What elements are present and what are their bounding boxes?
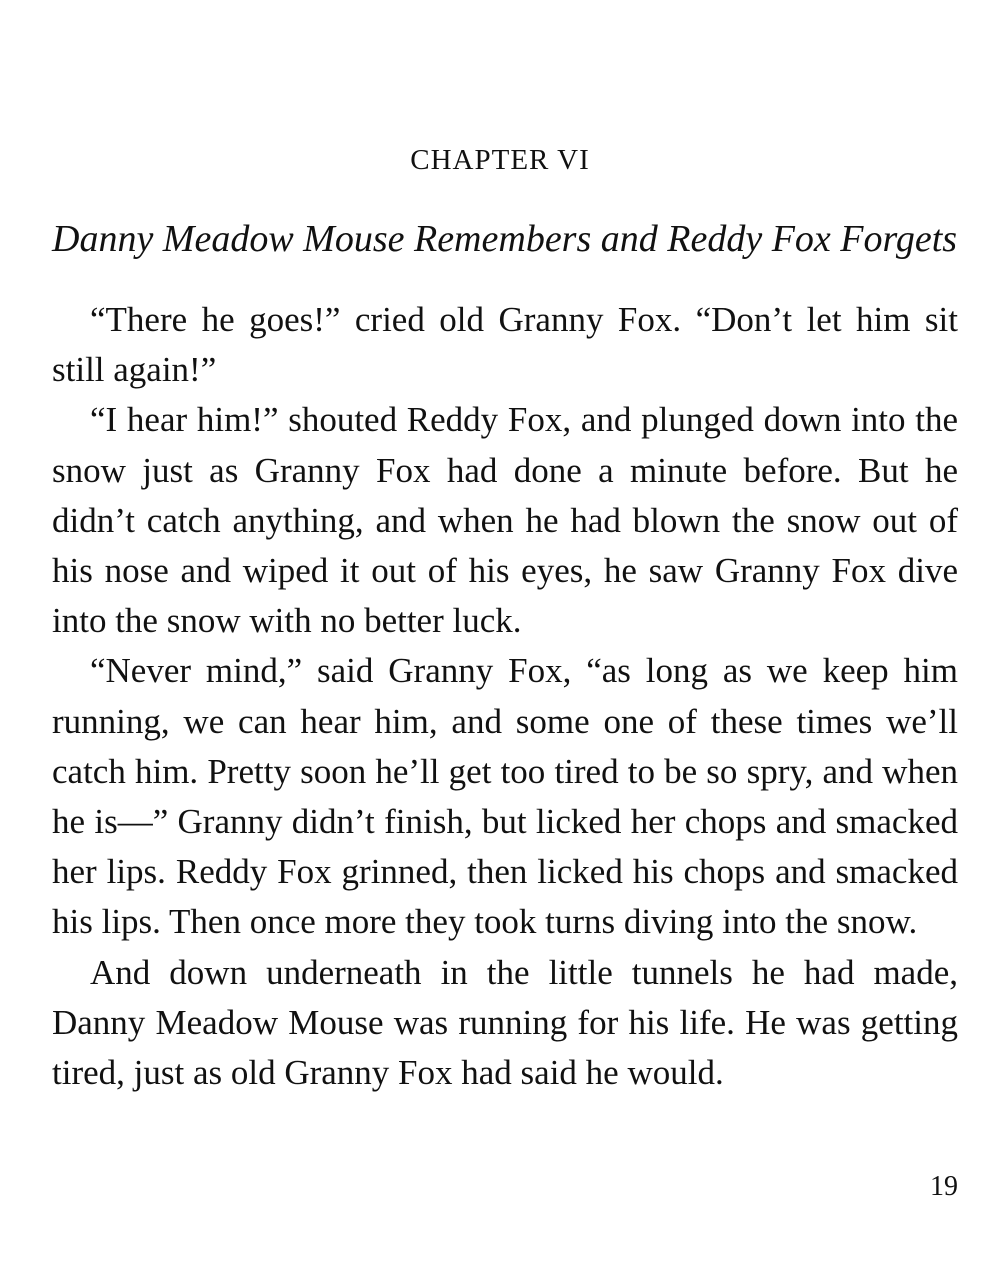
paragraph: “I hear him!” shouted Reddy Fox, and plunged down into the snow just as Granny Fox had done a minute before. But he didn’t catch anything, and when he had blown the snow out of his nose and wiped it out of his eyes, he saw Granny Fox dive into the snow with no better luck. xyxy=(52,400,958,641)
chapter-heading: CHAPTER VI xyxy=(410,144,590,176)
paragraph: “There he goes!” cried old Granny Fox. “Don’t let him sit still again!” xyxy=(52,300,958,390)
paragraph: “Never mind,” said Granny Fox, “as long as we keep him running, we can hear him, and some one of these times we’ll catch him. Pretty soon he’ll get too tired to be so spry, and when he is—” Granny didn’t finish, but licked her chops and smacked her lips. Reddy Fox grinned, then licked his chops and smacked his lips. Then once more they took turns diving into the snow. xyxy=(52,651,958,942)
paragraph: And down underneath in the little tunnels he had made, Danny Meadow Mouse was running for his life. He was getting tired, just as old Granny Fox had said he would. xyxy=(52,952,958,1093)
page-number: 19 xyxy=(930,1171,958,1202)
body-text xyxy=(52,295,958,1098)
chapter-title: Danny Meadow Mouse Remembers and Reddy Fox Forgets xyxy=(52,218,958,260)
